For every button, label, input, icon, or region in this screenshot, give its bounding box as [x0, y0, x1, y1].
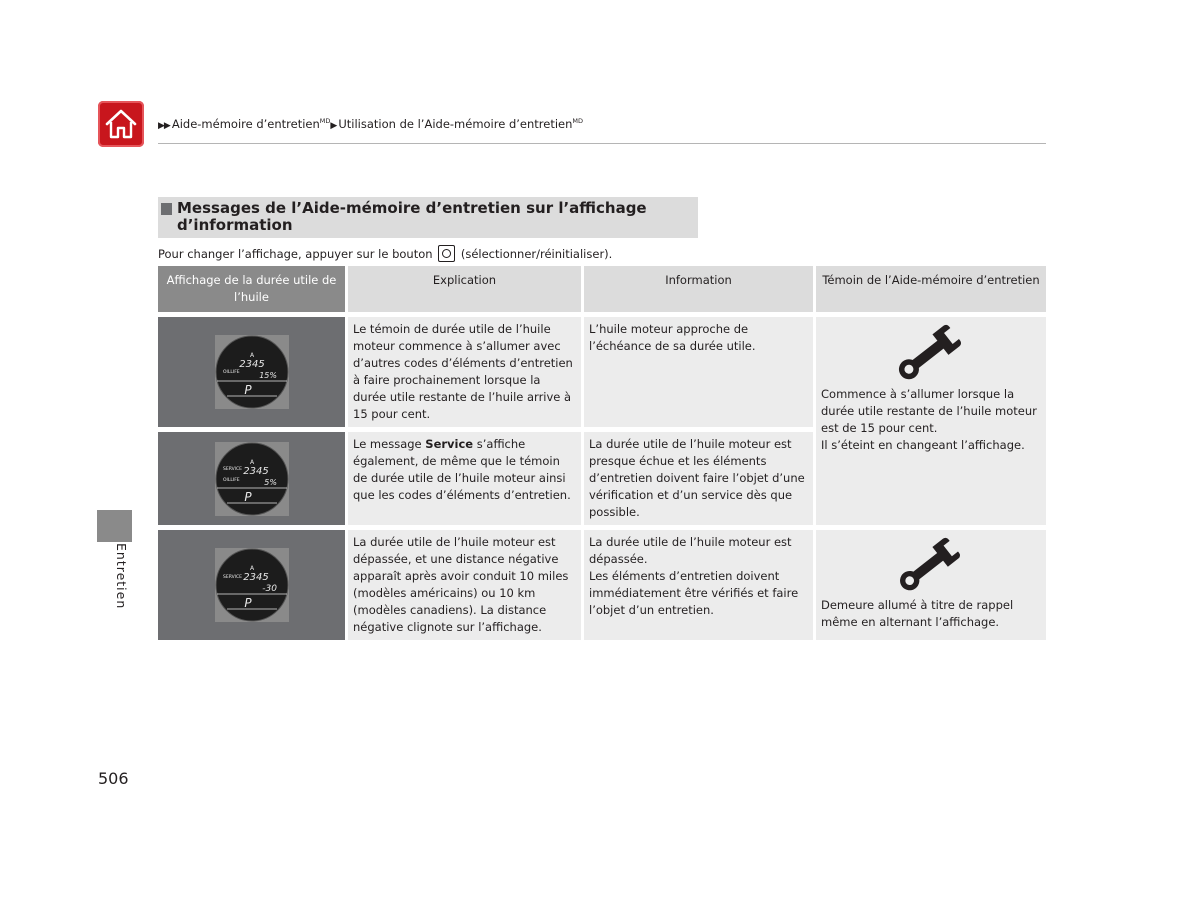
display-code: A: [249, 565, 254, 572]
information-line: La durée utile de l’huile moteur est dépassée.: [589, 535, 792, 566]
display-code: A: [249, 352, 254, 359]
header-witness: Témoin de l’Aide-mémoire d’entretien: [816, 266, 1046, 317]
explanation-cell: La durée utile de l’huile moteur est dépassée, et une distance négative apparaît après avoir conduit 10 miles (modèles américains) ou 10 km (modèles canadiens). La distance négative clignote sur l’affichage.: [348, 530, 584, 645]
display-odometer: 2345: [242, 572, 269, 583]
display-oil-label: OILLIFE: [222, 370, 240, 375]
display-odometer: 2345: [242, 465, 269, 477]
breadcrumb-link-aide-memoire[interactable]: Aide-mémoire d’entretien: [171, 117, 320, 131]
breadcrumb-current: Utilisation de l’Aide-mémoire d’entretien: [338, 117, 573, 131]
header-display: Affichage de la durée utile de l’huile: [158, 266, 348, 317]
wrench-icon: [891, 323, 971, 381]
oil-life-display-5: [215, 442, 289, 516]
wrench-icon: [891, 536, 971, 592]
information-cell: La durée utile de l’huile moteur est presque échue et les éléments d’entretien doivent faire l’objet d’une vérification et d’un service dès que possible.: [584, 432, 816, 530]
display-service: SERVICE: [222, 466, 242, 472]
table-row: [158, 530, 1046, 645]
side-tab-marker[interactable]: [97, 510, 132, 542]
section-heading-marker: [161, 203, 172, 215]
breadcrumb-separator: ▶: [330, 121, 337, 131]
table-row: [158, 317, 1046, 432]
explanation-text: s’affiche également, de même que le témoin de durée utile de l’huile moteur ainsi que les codes d’éléments d’entretien.: [353, 437, 571, 502]
oil-life-table: [158, 266, 1046, 645]
breadcrumb-sup: MD: [319, 117, 331, 125]
section-heading-text: Messages de l’Aide-mémoire d’entretien sur l’affichage d’information: [177, 199, 647, 234]
witness-cell: [816, 530, 1046, 645]
intro-text: [158, 245, 612, 263]
witness-text-3: Demeure allumé à titre de rappel même en alternant l’affichage.: [821, 598, 1014, 629]
display-oil-label: OILLIFE: [222, 477, 240, 483]
display-oil-value: 5%: [263, 477, 277, 487]
header-information: Information: [584, 266, 816, 317]
home-icon: [104, 108, 138, 140]
witness-text-1: Commence à s’allumer lorsque la durée utile restante de l’huile moteur est de 15 pour cent.: [821, 387, 1037, 435]
header-divider: [158, 143, 1046, 144]
display-service: SERVICE: [222, 575, 242, 580]
witness-text-2: Il s’éteint en changeant l’affichage.: [821, 438, 1025, 452]
section-heading: [158, 197, 698, 238]
witness-cell: [816, 317, 1046, 530]
information-line: Les éléments d’entretien doivent immédiatement être vérifiés et faire l’objet d’un entretien.: [589, 569, 799, 617]
breadcrumb: [158, 117, 583, 131]
display-odometer: 2345: [238, 359, 265, 370]
oil-life-display-cell: [158, 530, 348, 645]
oil-life-display-15: [215, 335, 289, 409]
page-number: 506: [98, 769, 129, 788]
explanation-cell: [348, 432, 584, 530]
explanation-service-word: Service: [425, 437, 474, 451]
intro-before: Pour changer l’affichage, appuyer sur le bouton: [158, 247, 433, 261]
home-button[interactable]: [98, 101, 144, 147]
select-reset-button-icon: [438, 245, 455, 262]
table-header-row: [158, 266, 1046, 317]
breadcrumb-sup: MD: [572, 117, 584, 125]
explanation-text: Le message: [353, 437, 426, 451]
display-gear: P: [243, 383, 252, 397]
information-cell: [584, 530, 816, 645]
oil-life-display-cell: [158, 432, 348, 530]
oil-life-display-cell: [158, 317, 348, 432]
display-oil-value: -30: [261, 584, 277, 594]
display-gear: P: [243, 596, 252, 610]
header-explanation: Explication: [348, 266, 584, 317]
intro-after: (sélectionner/réinitialiser).: [460, 247, 613, 261]
display-gear: P: [243, 489, 252, 504]
display-code: A: [249, 458, 254, 466]
side-tab-label: Entretien: [114, 543, 129, 610]
display-oil-value: 15%: [258, 371, 277, 380]
explanation-cell: Le témoin de durée utile de l’huile moteur commence à s’allumer avec d’autres codes d’éléments d’entretien à faire prochainement lorsque la durée utile restante de l’huile arrive à 15 pour cent.: [348, 317, 584, 432]
information-cell: L’huile moteur approche de l’échéance de sa durée utile.: [584, 317, 816, 432]
breadcrumb-arrows: ▶▶: [158, 121, 170, 131]
oil-life-display-negative: [215, 548, 289, 622]
